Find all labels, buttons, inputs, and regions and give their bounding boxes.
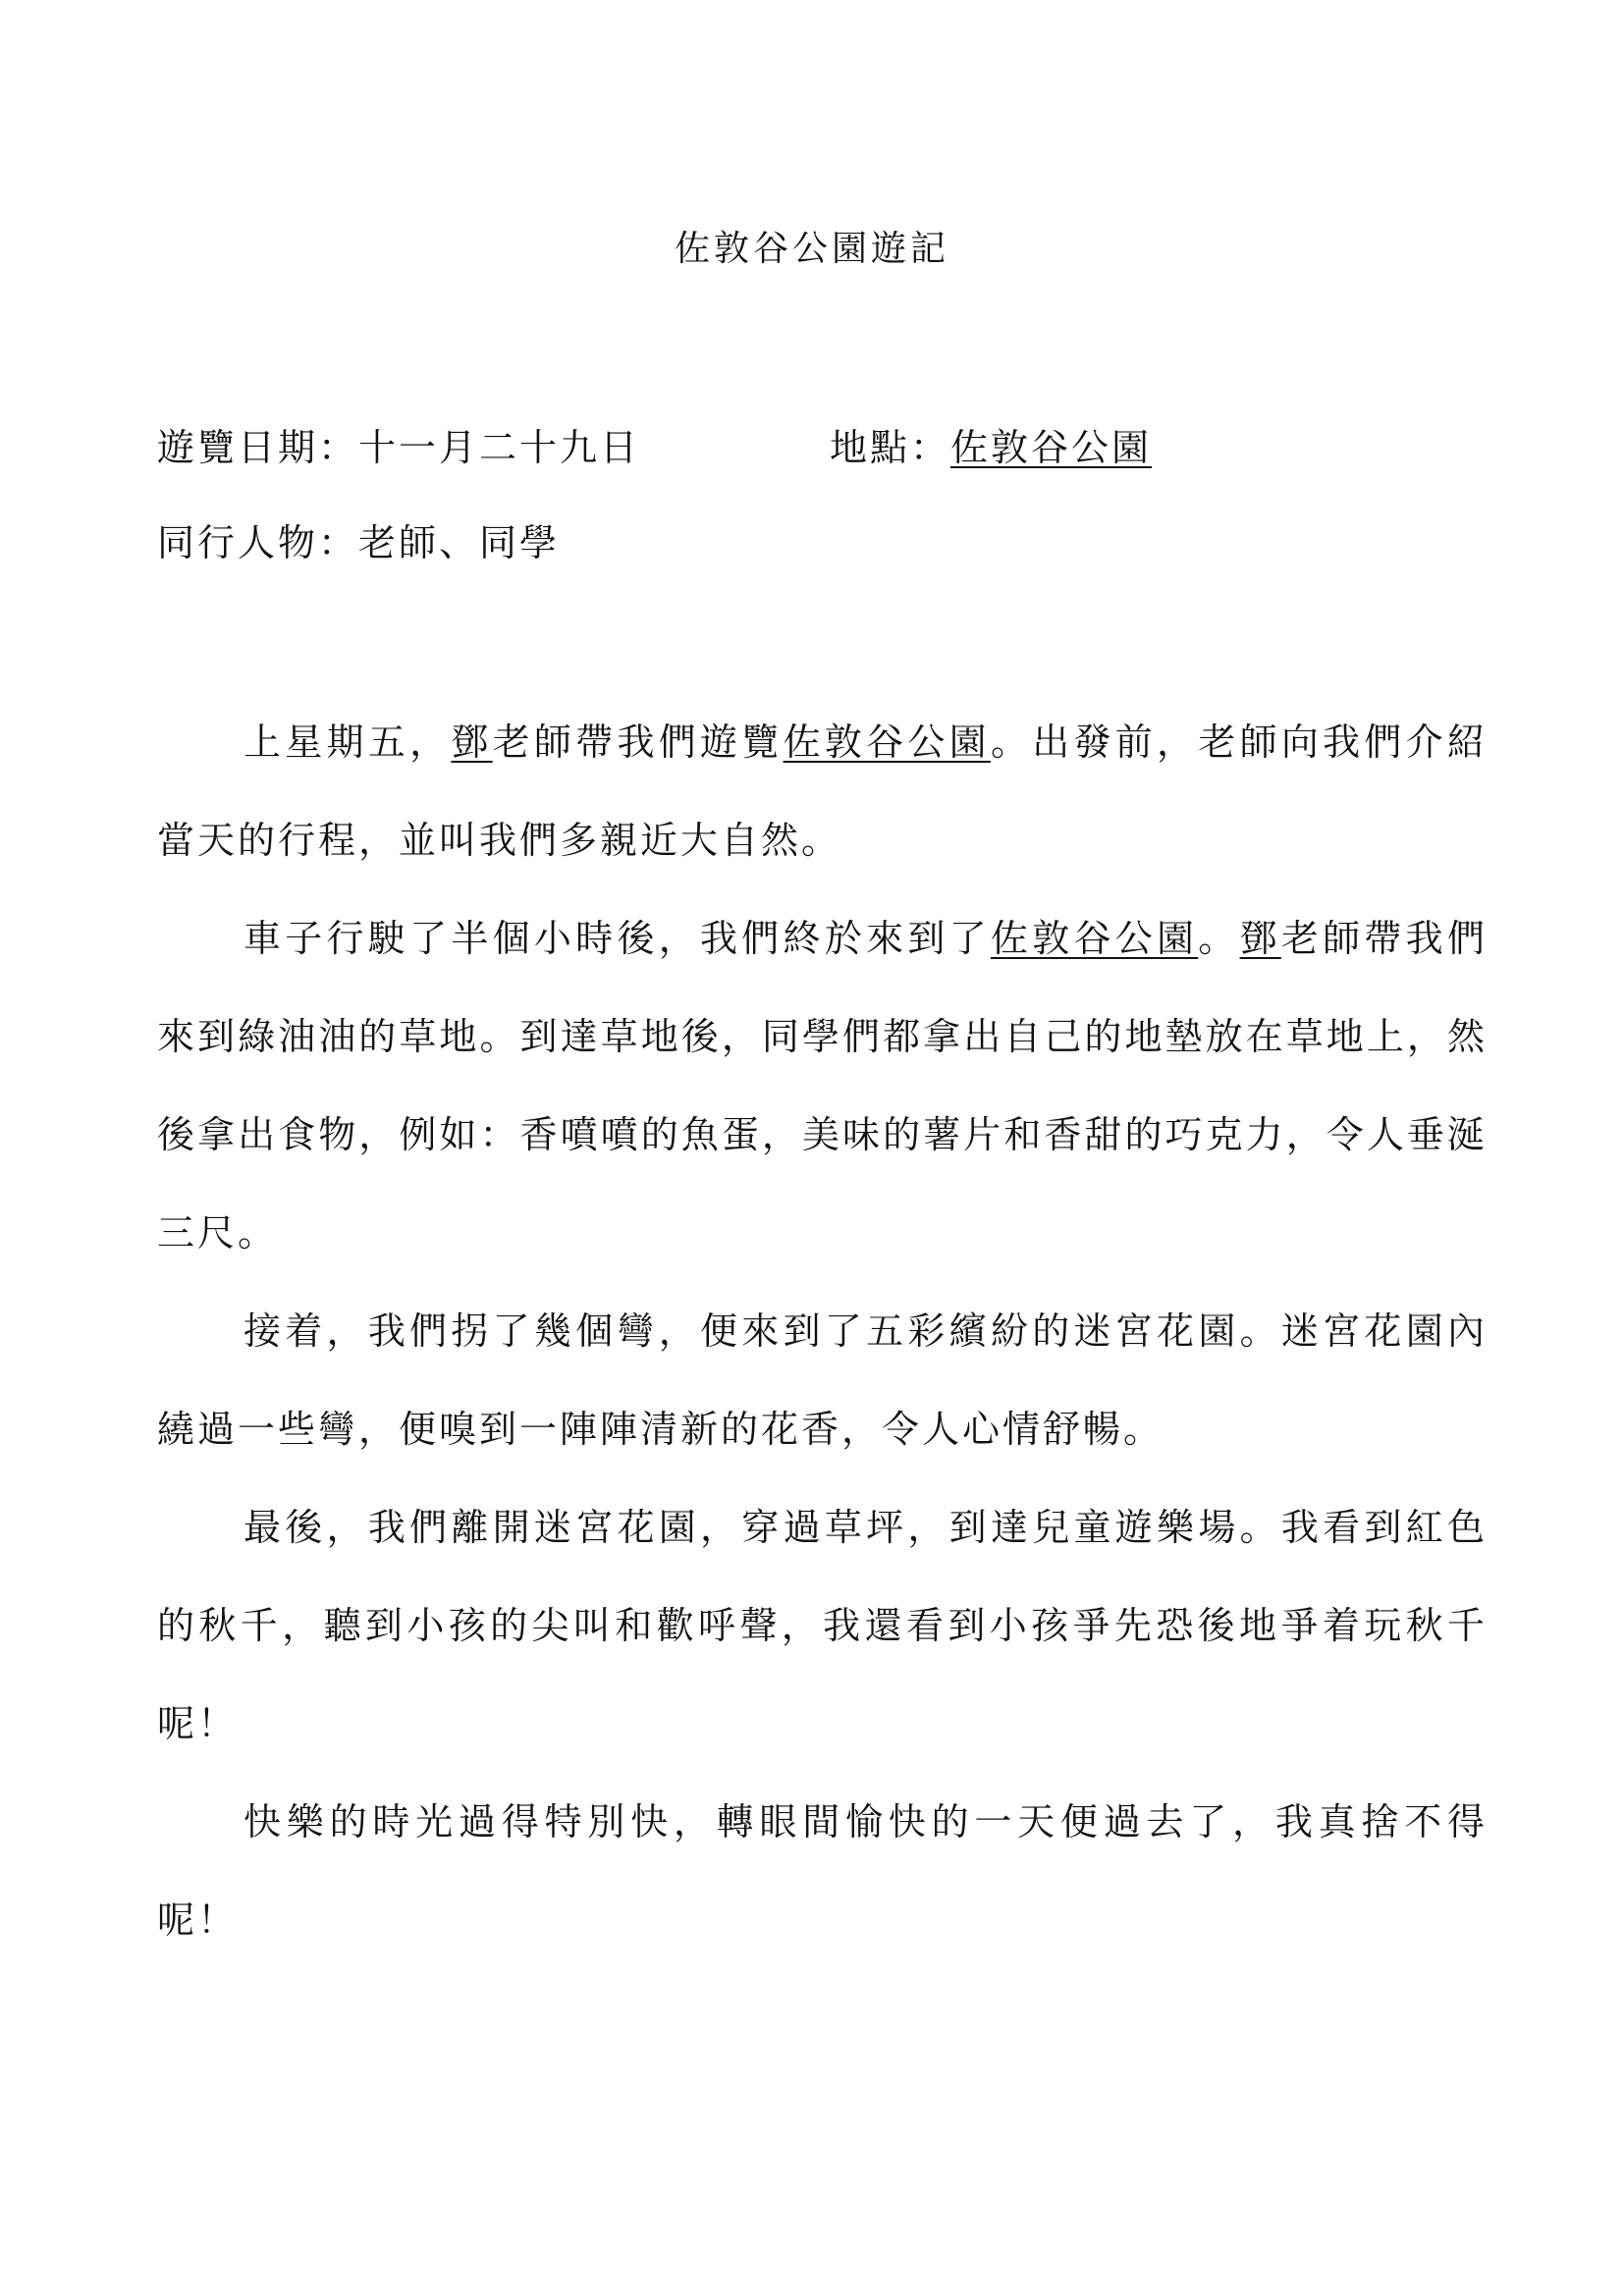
companions-value: 老師、同學 bbox=[358, 521, 561, 564]
text-run: 上星期五， bbox=[244, 721, 452, 764]
location-line bbox=[830, 417, 1152, 471]
companions-label: 同行人物： bbox=[157, 521, 359, 564]
person-name: 鄧 bbox=[1239, 917, 1281, 960]
text-run: 老師帶我們遊覽 bbox=[492, 721, 784, 764]
paragraph-1 bbox=[157, 693, 1488, 889]
text-run: 老師帶我們來到綠油油的草地。到達草地後，同學們都拿出自己的地墊放在草地上，然後拿出食物，例如：香噴噴的魚蛋，美味的薯片和香甜的巧克力，令人垂涎三尺。 bbox=[157, 917, 1488, 1255]
text-run: 。 bbox=[1198, 917, 1240, 960]
document-title: 佐敦谷公園遊記 bbox=[674, 229, 949, 269]
visit-date-value: 十一月二十九日 bbox=[358, 426, 641, 469]
location-label: 地點： bbox=[830, 426, 951, 469]
text-run: 車子行駛了半個小時後，我們終於來到了 bbox=[244, 917, 991, 960]
essay-body bbox=[157, 693, 1488, 1969]
visit-date-line bbox=[157, 417, 640, 471]
visit-date-label: 遊覽日期： bbox=[157, 426, 359, 469]
location-value: 佐敦谷公園 bbox=[950, 426, 1153, 469]
person-name: 鄧 bbox=[451, 721, 493, 764]
companions-line bbox=[157, 512, 560, 566]
paragraph-3: 接着，我們拐了幾個彎，便來到了五彩繽紛的迷宮花園。迷宮花園內繞過一些彎，便嗅到一陣陣清新的花香，令人心情舒暢。 bbox=[157, 1309, 1488, 1451]
paragraph-4: 最後，我們離開迷宮花園，穿過草坪，到達兒童遊樂場。我看到紅色的秋千，聽到小孩的尖叫和歡呼聲，我還看到小孩爭先恐後地爭着玩秋千呢！ bbox=[157, 1506, 1488, 1745]
place-name: 佐敦谷公園 bbox=[783, 721, 991, 764]
paragraph-2 bbox=[157, 889, 1488, 1282]
paragraph-5: 快樂的時光過得特別快，轉眼間愉快的一天便過去了，我真捨不得呢！ bbox=[157, 1800, 1488, 1942]
place-name: 佐敦谷公園 bbox=[990, 917, 1199, 960]
text-run: 。出發前，老師向我們介紹當天的行程，並叫我們多親近大自然。 bbox=[157, 721, 1488, 862]
